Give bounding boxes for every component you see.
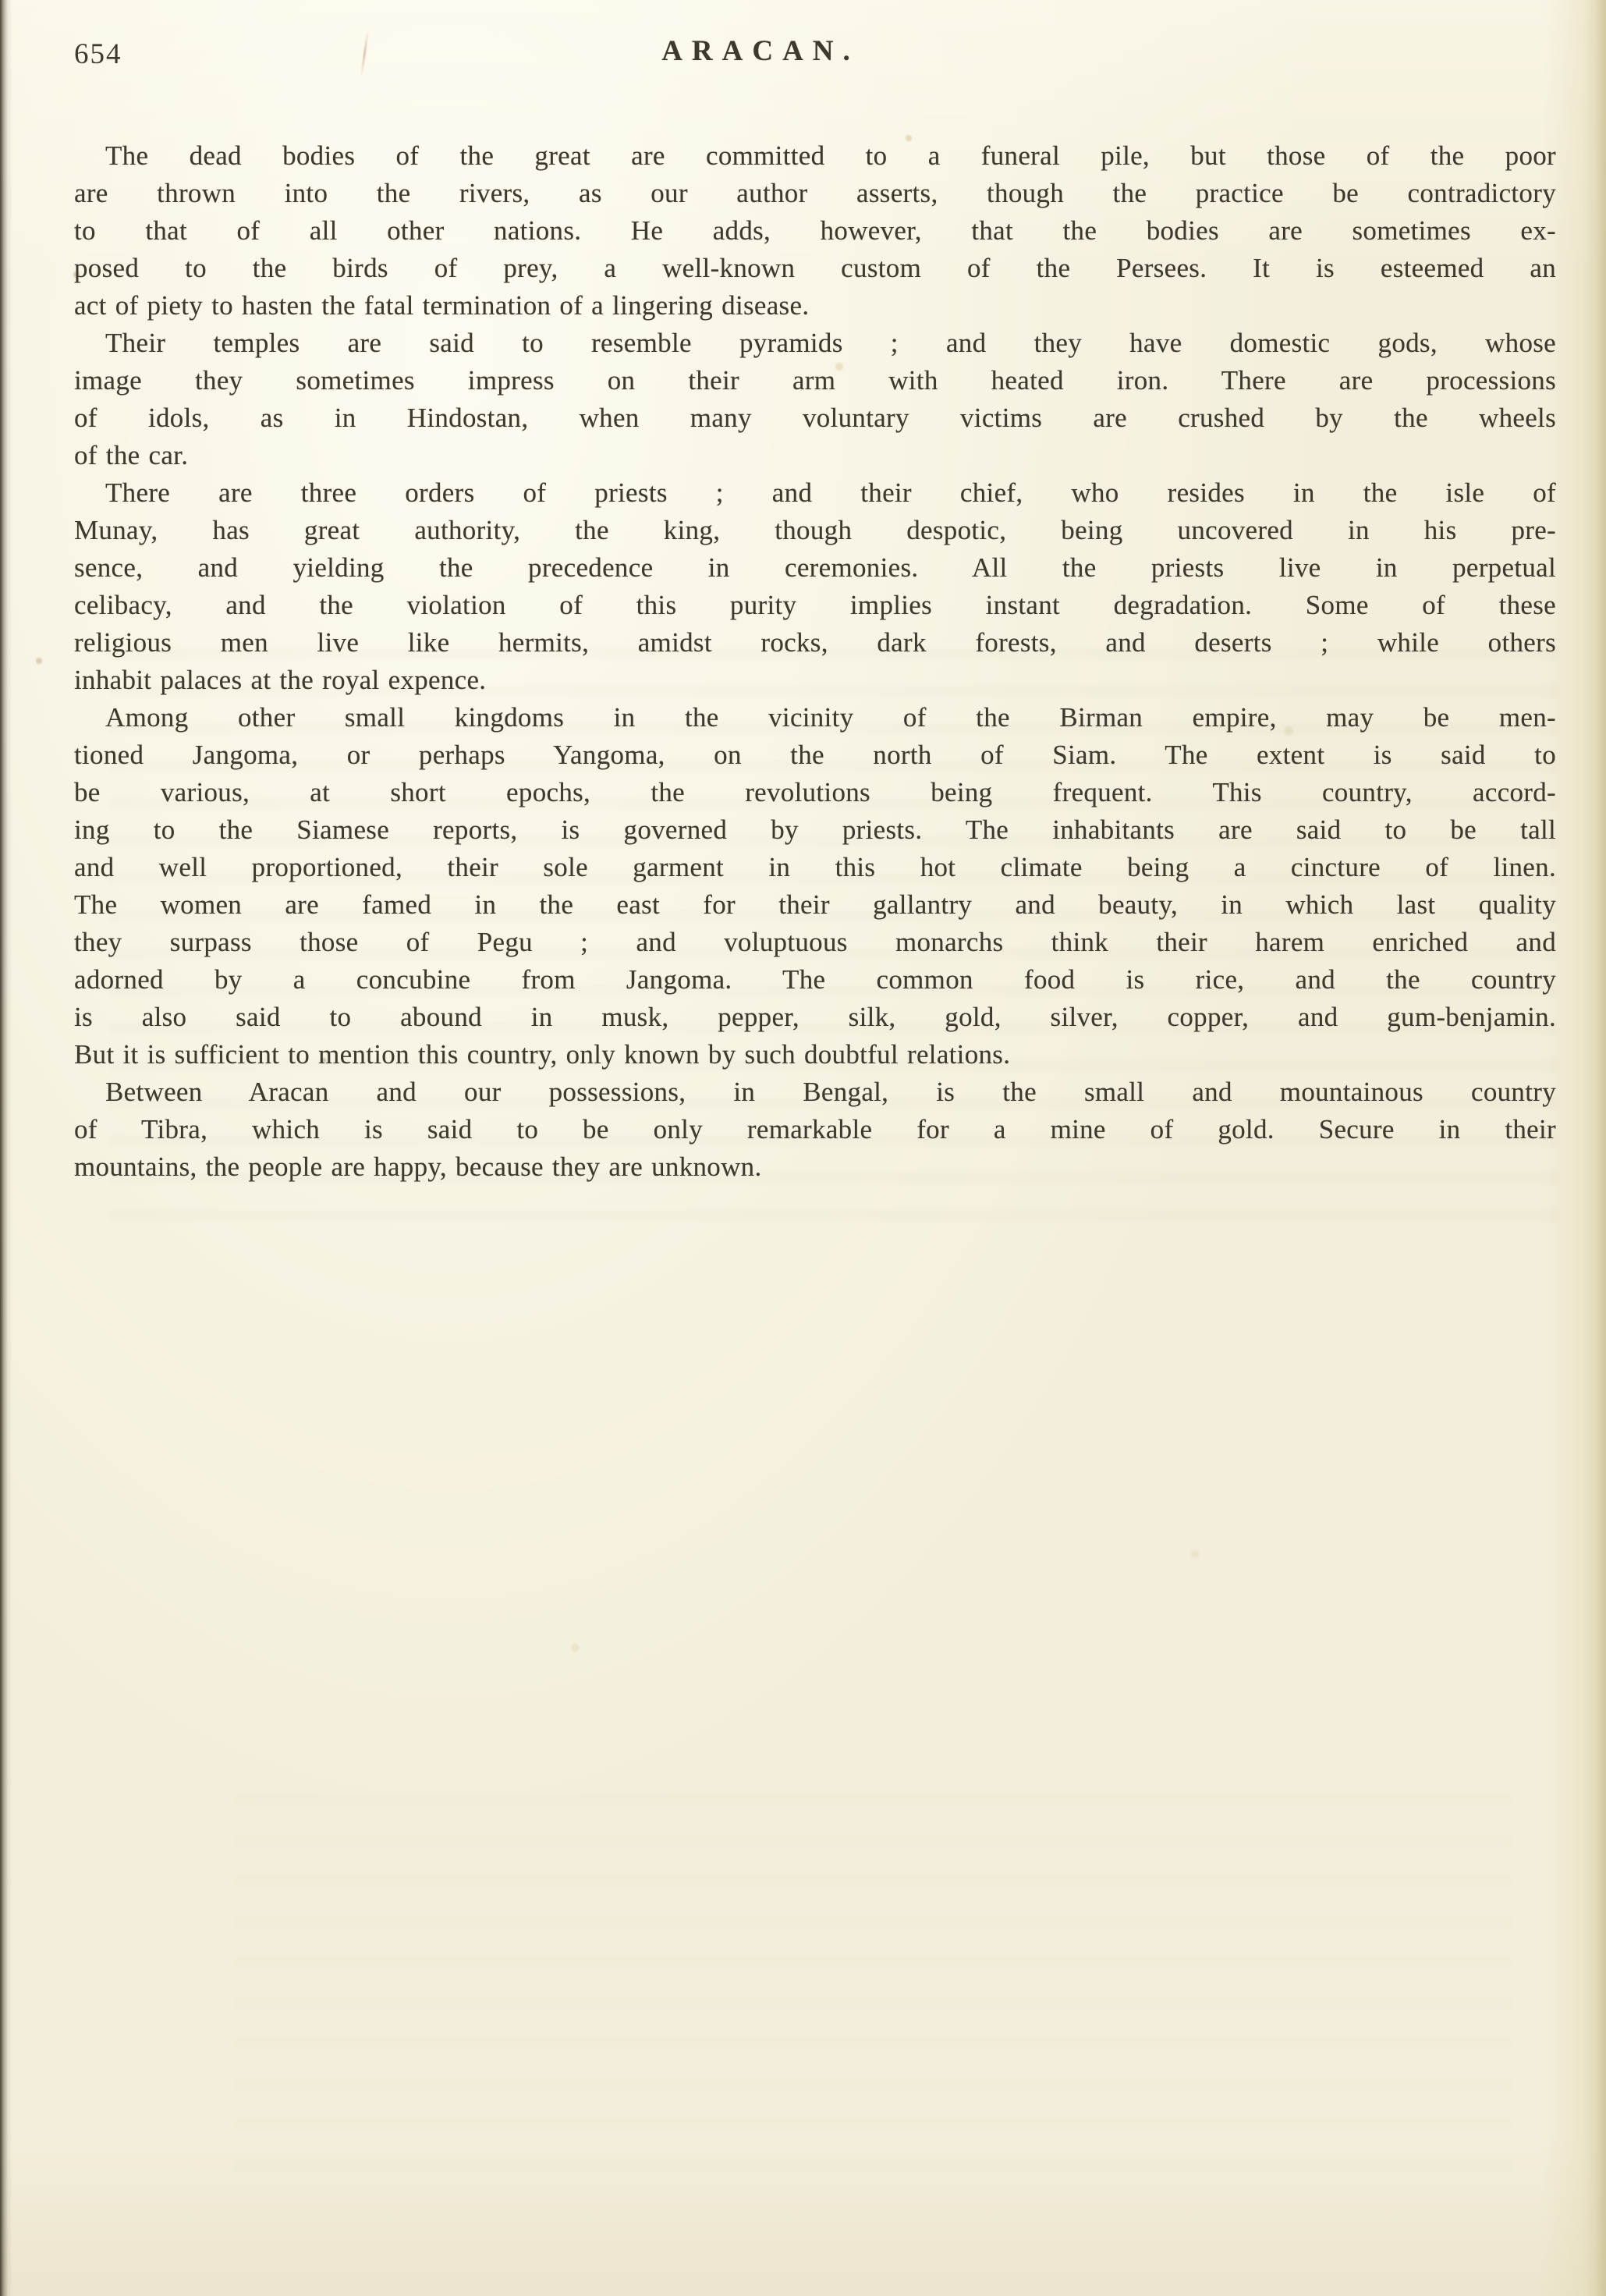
text-line: religious men live like hermits, amidst rocks, dark forests, and deserts ; while others <box>74 627 1556 658</box>
paragraph <box>74 325 1556 474</box>
paragraph <box>74 137 1556 325</box>
paragraph <box>74 1073 1556 1186</box>
text-line: image they sometimes impress on their arm with heated iron. There are processions <box>74 365 1556 396</box>
paragraph <box>74 699 1556 1073</box>
text-line: and well proportioned, their sole garment in this hot climate being a cincture of linen. <box>74 852 1556 882</box>
paragraph <box>74 474 1556 699</box>
text-line: of idols, as in Hindostan, when many voluntary victims are crushed by the wheels <box>74 403 1556 433</box>
text-line: to that of all other nations. He adds, however, that the bodies are sometimes ex- <box>74 215 1556 246</box>
text-line: act of piety to hasten the fatal termination of a lingering disease. <box>74 290 810 321</box>
page-header <box>74 34 1556 75</box>
text-line: Among other small kingdoms in the vicinity of the Birman empire, may be men- <box>105 702 1556 733</box>
running-head: ARACAN. <box>661 35 860 67</box>
text-line: There are three orders of priests ; and their chief, who resides in the isle of <box>105 477 1556 508</box>
text-line: Between Aracan and our possessions, in Bengal, is the small and mountainous country <box>105 1077 1556 1107</box>
text-line: The dead bodies of the great are committed to a funeral pile, but those of the poor <box>105 140 1556 171</box>
text-line: Munay, has great authority, the king, though despotic, being uncovered in his pre- <box>74 515 1556 545</box>
text-line: inhabit palaces at the royal expence. <box>74 665 487 695</box>
text-line: of Tibra, which is said to be only remarkable for a mine of gold. Secure in their <box>74 1114 1556 1144</box>
reverse-side-bleedthrough <box>234 1794 1512 2184</box>
text-line: ing to the Siamese reports, is governed by priests. The inhabitants are said to be tall <box>74 814 1556 845</box>
text-line: Their temples are said to resemble pyramids ; and they have domestic gods, whose <box>105 328 1556 358</box>
text-line: of the car. <box>74 440 189 470</box>
text-line: sence, and yielding the precedence in ceremonies. All the priests live in perpetual <box>74 552 1556 583</box>
text-line: But it is sufficient to mention this country, only known by such doubtful relations. <box>74 1039 1011 1070</box>
page-text-block <box>74 137 1556 1186</box>
text-line: is also said to abound in musk, pepper, silk, gold, silver, copper, and gum-benjamin. <box>74 1002 1556 1032</box>
text-line: be various, at short epochs, the revolutions being frequent. This country, accord- <box>74 777 1556 807</box>
text-line: The women are famed in the east for their gallantry and beauty, in which last quality <box>74 889 1556 920</box>
page-left-edge-shadow <box>0 0 12 2296</box>
page-right-edge-shadow <box>1583 0 1606 2296</box>
text-line: they surpass those of Pegu ; and voluptuous monarchs think their harem enriched and <box>74 927 1556 957</box>
page-number: 654 <box>74 38 122 70</box>
text-line: tioned Jangoma, or perhaps Yangoma, on the north of Siam. The extent is said to <box>74 740 1556 770</box>
text-line: celibacy, and the violation of this purity implies instant degradation. Some of these <box>74 590 1556 620</box>
text-line: adorned by a concubine from Jangoma. The common food is rice, and the country <box>74 964 1556 995</box>
text-line: posed to the birds of prey, a well-known custom of the Persees. It is esteemed an <box>74 253 1556 283</box>
text-line: mountains, the people are happy, because they are unknown. <box>74 1152 762 1182</box>
text-line: are thrown into the rivers, as our author asserts, though the practice be contradictory <box>74 178 1556 208</box>
